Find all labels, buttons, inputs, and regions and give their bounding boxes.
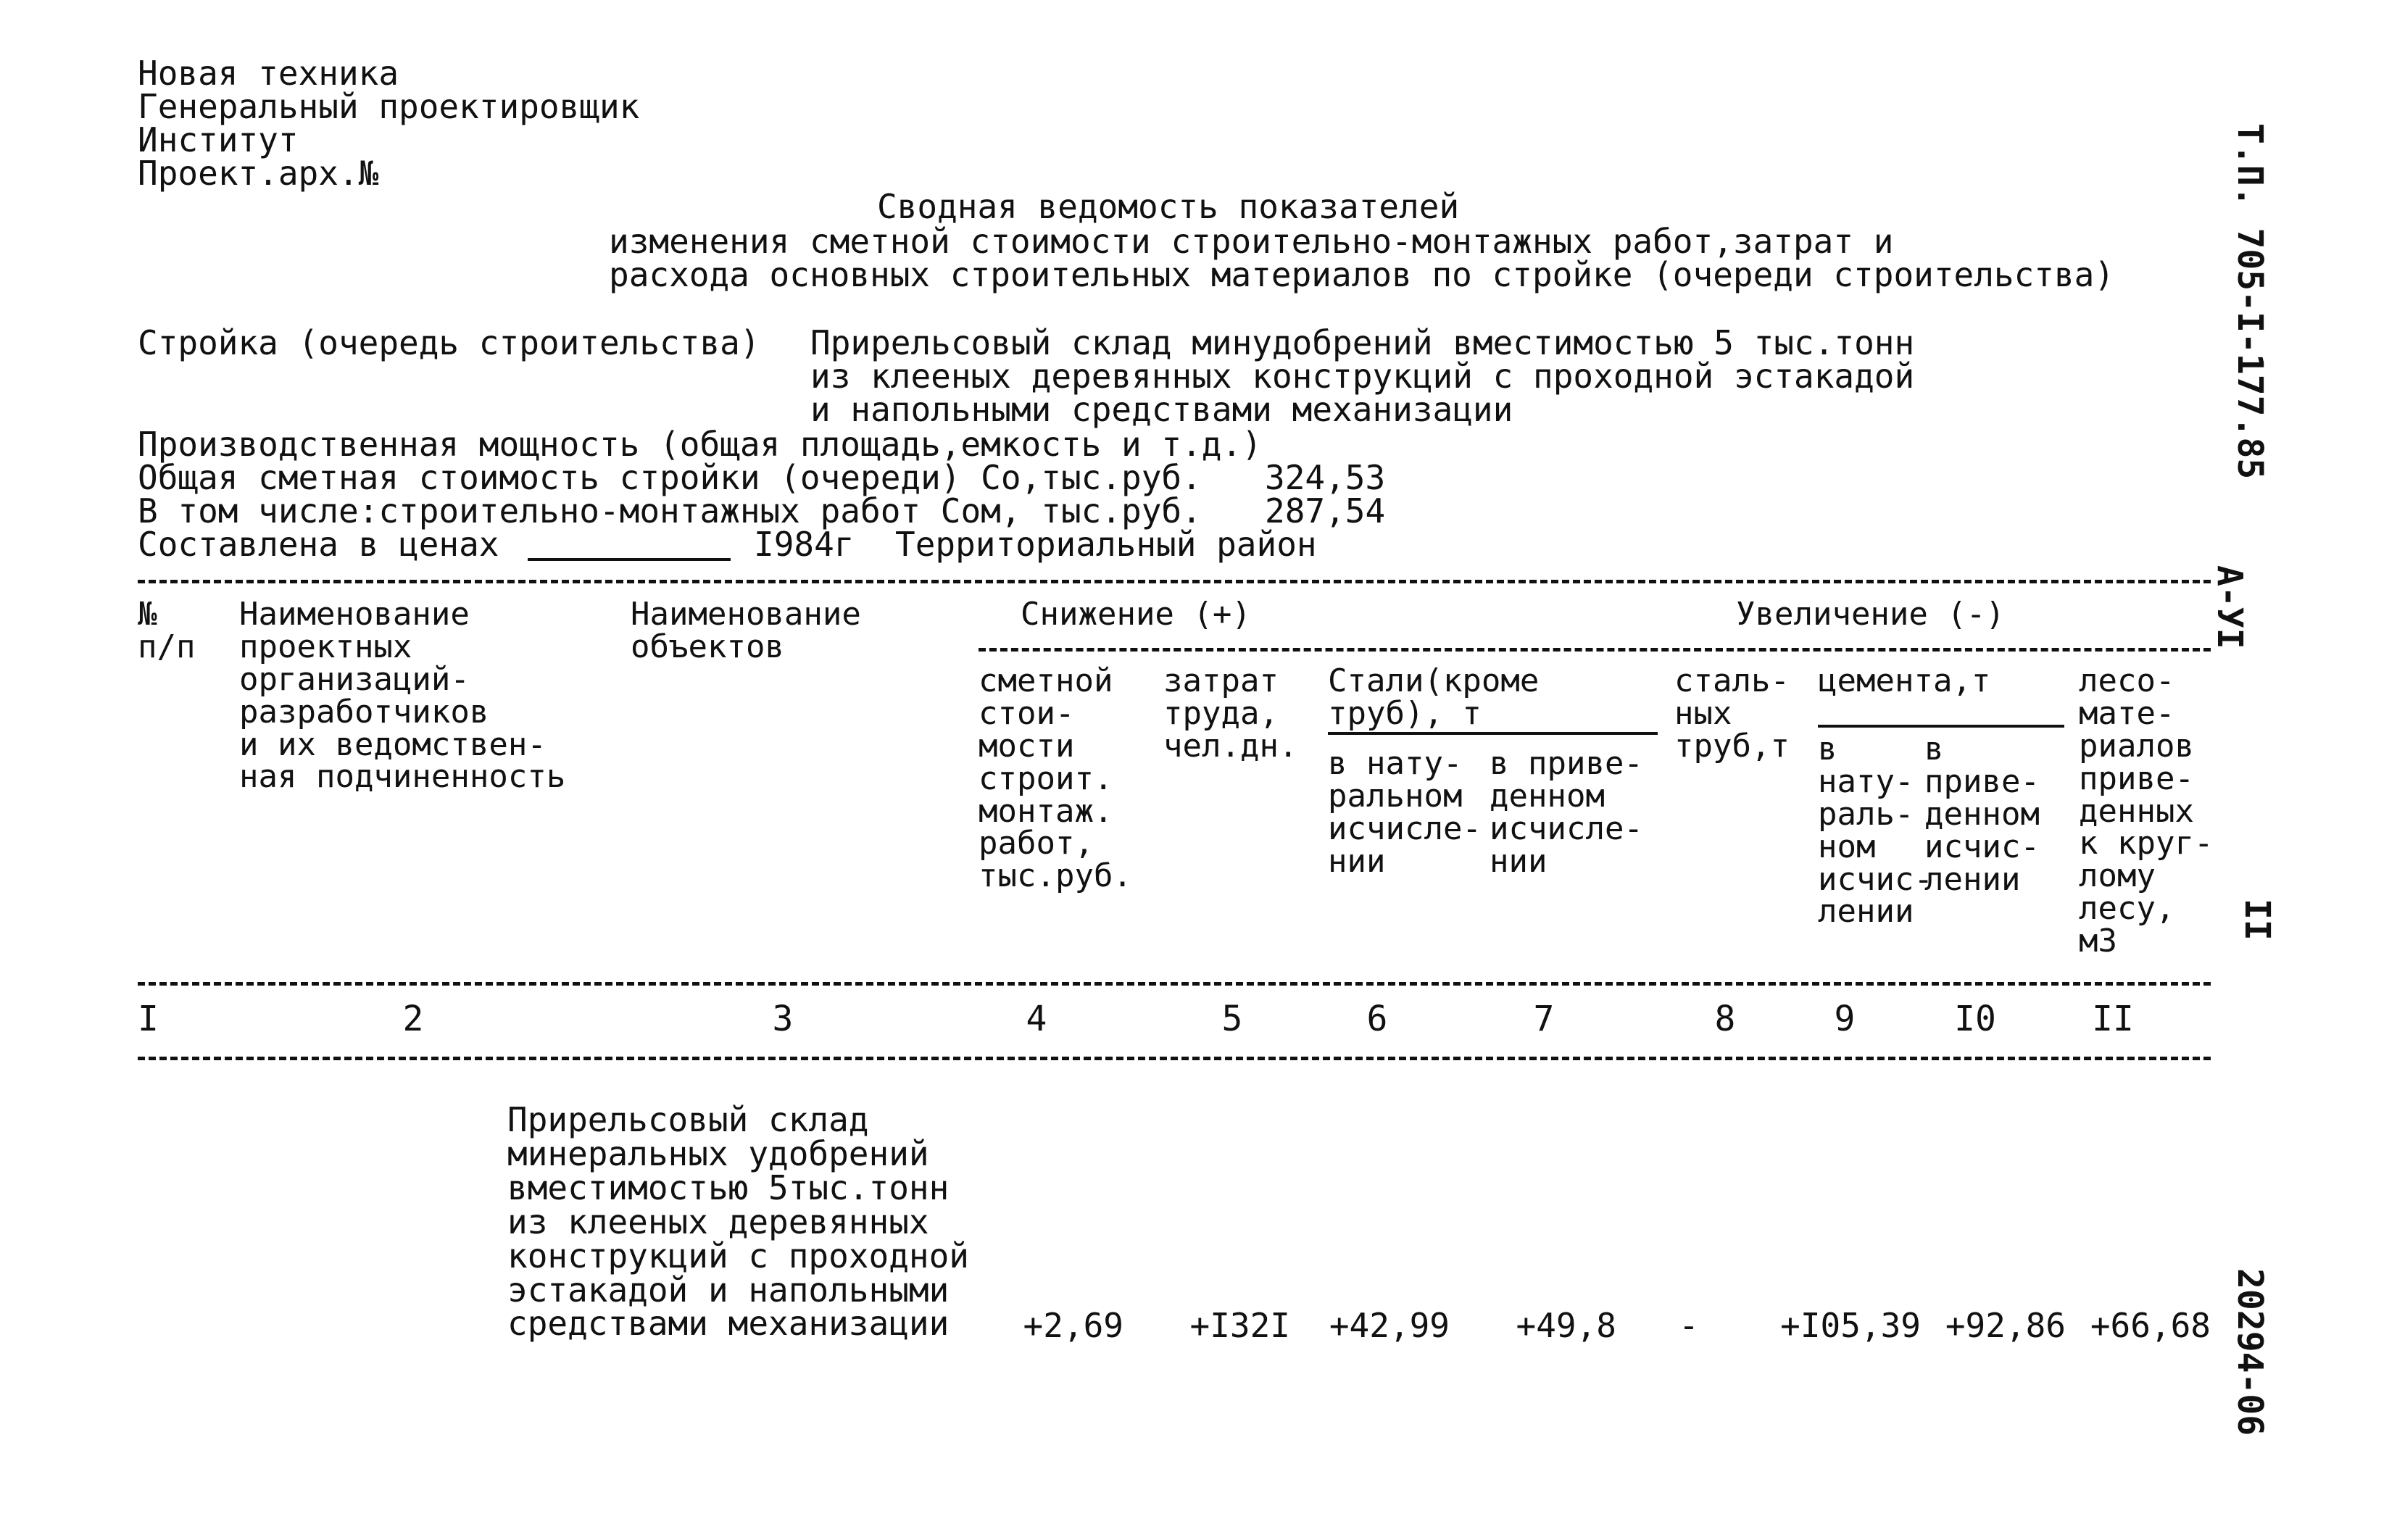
col-header-cement: цемента,т [1818,662,1991,699]
col-header-increase: Увеличение (-) [1736,596,2005,633]
prices-label: Составлена в ценах [138,525,499,564]
side-stamp: 20294-06 [2230,1268,2270,1436]
row-cement-reduced: +92,86 [1945,1306,2066,1345]
header-line-1: Новая техника [138,54,399,93]
col-header-steel-l2: труб), т [1328,695,1482,732]
col-num-10: I0 [1954,999,1996,1039]
row-cost: +2,69 [1023,1306,1123,1345]
col-num-3: 3 [772,999,794,1039]
col-num-6: 6 [1366,999,1388,1039]
col-num-2: 2 [402,999,424,1039]
total-cost-label: Общая сметная стоимость стройки (очереди) Со,тыс.руб. [138,458,1202,497]
col-header-cement-reduced: в приве- денном исчис- лении [1924,731,2040,898]
col-header-decrease: Снижение (+) [1021,596,1251,633]
col-header-labor: затрат труда, чел.дн. [1163,662,1298,765]
stroika-line-2: из клееных деревянных конструкций с проходной эстакадой [810,357,1915,396]
total-cost-value: 324,53 [1265,458,1386,497]
col-header-cement-natural: в нату- раль- ном исчис- лении [1818,731,1933,931]
title-line-2: изменения сметной стоимости строительно-монтажных работ,затрат и [609,222,1894,261]
row-labor: +I32I [1189,1306,1290,1345]
stroika-line-3: и напольными средствами механизации [810,390,1513,429]
col-header-steel-reduced: в приве- денном исчисле- нии [1490,745,1643,880]
title-line-3: расхода основных строительных материалов по стройке (очереди строительства) [609,255,2115,294]
col-num-9: 9 [1834,999,1856,1039]
col-num-8: 8 [1714,999,1736,1039]
side-code: Т.П. 705-I-177.85 [2230,123,2270,480]
stroika-line-1: Прирельсовый склад минудобрений вместимостью 5 тыс.тонн [810,323,1915,362]
col-header-organization: Наименование проектных организаций- разработчиков и их ведомствен- ная подчиненность [239,596,566,796]
title-line-1: Сводная ведомость показателей [877,187,1460,226]
side-sheet: II [2237,899,2277,941]
stroika-label: Стройка (очередь строительства) [138,323,760,362]
col-header-object: Наименование объектов [631,596,861,665]
table-top-rule [138,580,2211,583]
col-num-11: II [2092,999,2134,1039]
col-numbers-top-rule [138,982,2211,986]
col-num-4: 4 [1026,999,1047,1039]
col-num-7: 7 [1533,999,1555,1039]
capacity-line: Производственная мощность (общая площадь,емкость и т.д.) [138,425,1262,464]
header-line-2: Генеральный проектировщик [138,87,640,126]
territory-label: Территориальный район [895,525,1317,564]
row-steel-natural: +42,99 [1329,1306,1450,1345]
row-cement-natural: +I05,39 [1780,1306,1921,1345]
prices-blank-line [528,558,731,561]
col-header-number: № п/п [138,596,196,665]
col-num-1: I [138,999,159,1039]
prices-year: I984г [754,525,855,564]
col-header-steel-l1: Стали(кроме [1328,662,1540,699]
row-object-name: Прирельсовый склад минеральных удобрений вместимостью 5тыс.тонн из клееных деревянных конструкций с проходной эстакадой и напольными средствами механизации [507,1100,969,1344]
header-group-rule [979,648,2211,652]
steel-underline [1328,732,1658,735]
row-wood: +66,68 [2090,1306,2211,1345]
col-num-5: 5 [1221,999,1243,1039]
cement-underline [1818,725,2064,728]
col-numbers-bottom-rule [138,1057,2211,1060]
header-line-4: Проект.арх.№ [138,154,379,193]
col-header-wood: лесо- мате- риалов приве- денных к круг- лому лесу, м3 [2079,662,2214,960]
col-header-steel-natural: в нату- ральном исчисле- нии [1328,745,1482,880]
row-steel-reduced: +49,8 [1516,1306,1616,1345]
col-header-pipes: сталь- ных труб,т [1674,662,1790,765]
side-album: А-УI [2209,565,2250,649]
row-pipes: - [1679,1306,1699,1345]
header-line-3: Институт [138,120,299,159]
col-header-cost: сметной стои- мости строит. монтаж. работ, тыс.руб. [979,662,1132,895]
smr-label: В том числе:строительно-монтажных работ Сом, тыс.руб. [138,491,1202,530]
smr-value: 287,54 [1265,491,1386,530]
